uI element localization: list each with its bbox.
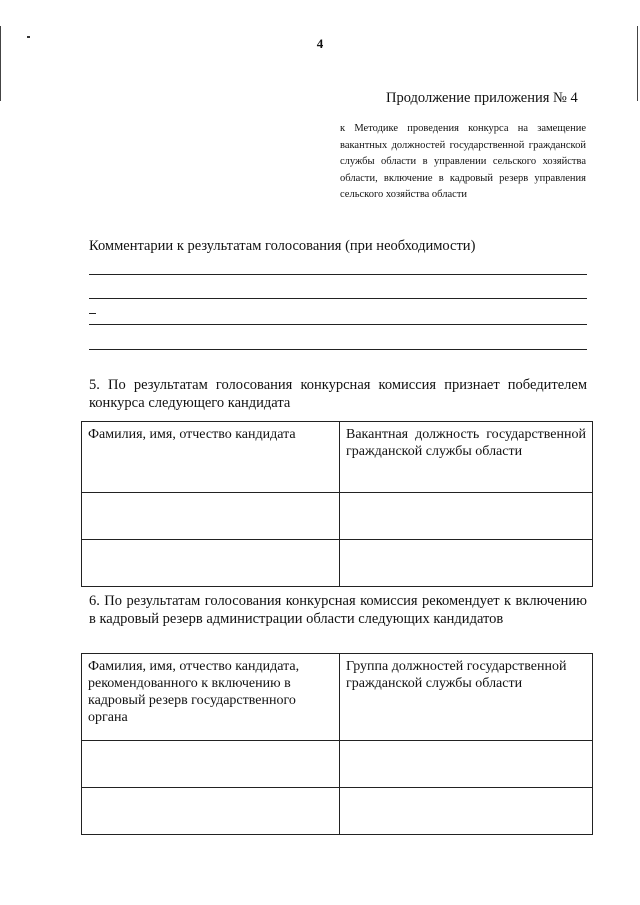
table-cell[interactable] <box>82 788 340 835</box>
comments-title: Комментарии к результатам голосования (при необходимости) <box>89 238 476 254</box>
comment-line <box>89 324 587 325</box>
header-cell-candidate-name: Фамилия, имя, отчество кандидата <box>82 422 340 493</box>
table-cell[interactable] <box>82 540 340 587</box>
table-cell[interactable] <box>82 741 340 788</box>
header-cell-candidate-name: Фамилия, имя, отчество кандидата, рекомендованного к включению в кадровый резерв государственного органа <box>82 654 340 741</box>
table-header-row <box>82 654 593 741</box>
table-row <box>82 741 593 788</box>
table-cell[interactable] <box>82 493 340 540</box>
table-row <box>82 788 593 835</box>
table-cell[interactable] <box>340 788 593 835</box>
header-cell-vacant-position: Вакантная должность государственной гражданской службы области <box>340 422 593 493</box>
header-cell-position-group: Группа должностей государственной гражданской службы области <box>340 654 593 741</box>
annex-title: Продолжение приложения № 4 <box>386 90 578 106</box>
winner-table <box>81 421 593 587</box>
stray-dash <box>89 313 96 314</box>
table-cell[interactable] <box>340 493 593 540</box>
page-number: 4 <box>316 36 324 51</box>
table-row <box>82 540 593 587</box>
table-cell[interactable] <box>340 741 593 788</box>
table-header-row <box>82 422 593 493</box>
table-row <box>82 493 593 540</box>
annex-description: к Методике проведения конкурса на замещение вакантных должностей государственной гражданской службы области в управлении сельского хозяйства области, включение в кадровый резерв управления сельского хозяйства области <box>340 123 586 200</box>
reserve-table <box>81 653 593 835</box>
section6-text: 6. По результатам голосования конкурсная комиссия рекомендует к включению в кадровый резерв администрации области следующих кандидатов <box>89 593 587 627</box>
table-cell[interactable] <box>340 540 593 587</box>
comment-line <box>89 298 587 299</box>
comment-line <box>89 349 587 350</box>
section5-text: 5. По результатам голосования конкурсная комиссия признает победителем конкурса следующего кандидата <box>89 377 587 411</box>
comment-line <box>89 274 587 275</box>
